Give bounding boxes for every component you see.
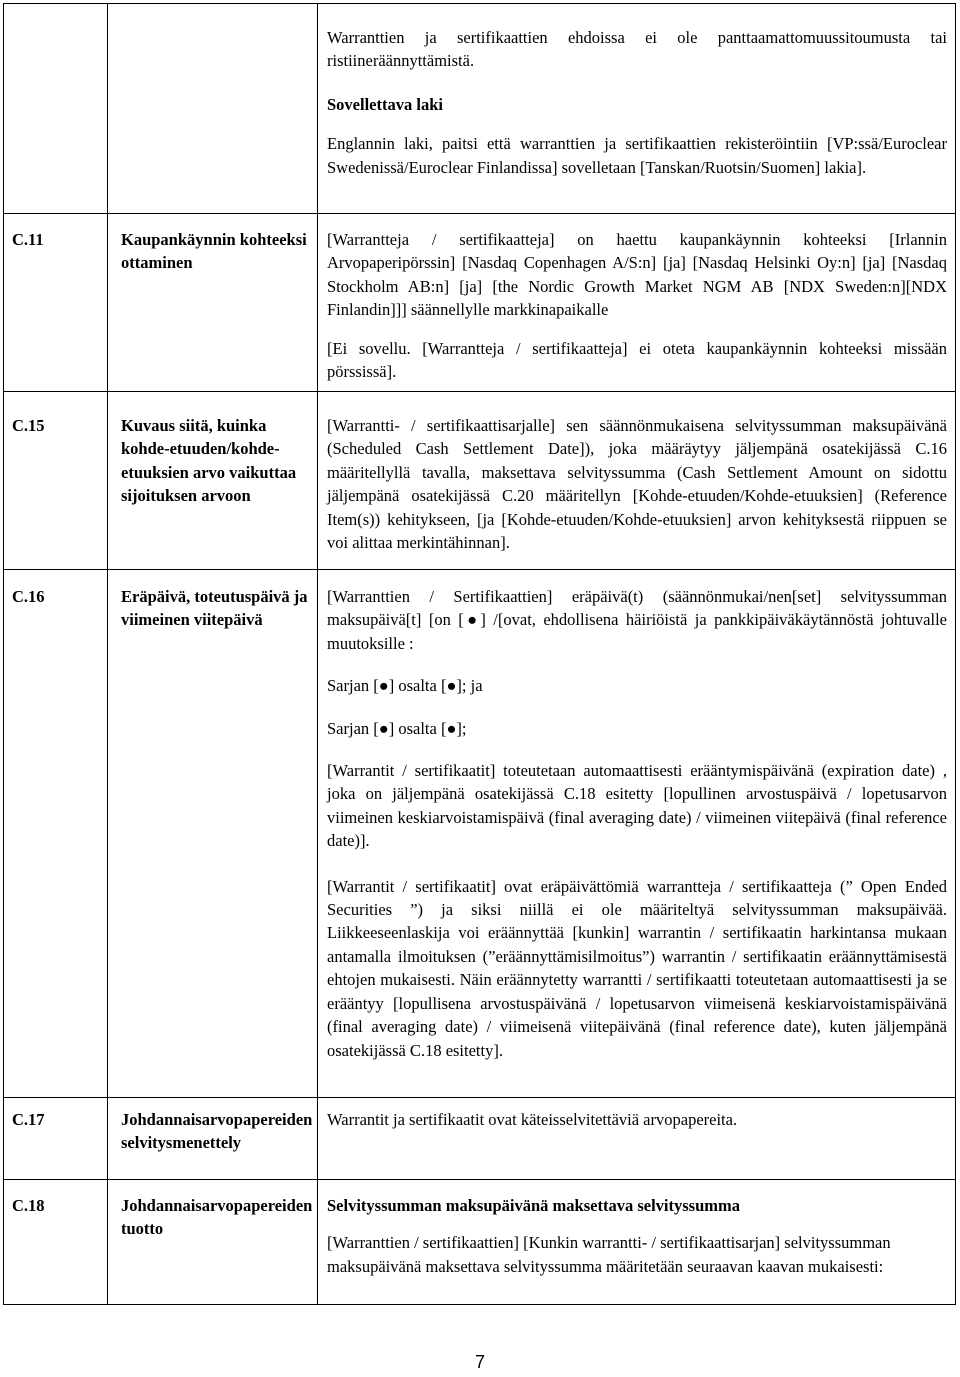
section-body [318, 1180, 956, 1305]
section-body [318, 1098, 956, 1180]
table-row [4, 1098, 956, 1180]
paragraph: Sarjan [●] osalta [●]; ja [327, 676, 483, 696]
section-number: C.16 [4, 570, 108, 1098]
section-heading: Kaupankäynnin kohteeksi ottaminen [108, 214, 318, 392]
paragraph: [Warranttien / Sertifikaattien] eräpäivä(t) (säännönmukai/nen[set] selvityssumman maksupäivä[t] [on [●] /[ovat, ehdollisena häiriöistä ja pankkipäiväkäytännöstä johtuvalle muutoksille : [327, 587, 947, 653]
paragraph: Englannin laki, paitsi että warranttien ja sertifikaattien rekisteröintiin [VP:ssä/Euroclear Swedenissä/Euroclear Finlandissa] sovelletaan [Tanskan/Ruotsin/Suomen] lakia]. [327, 134, 947, 177]
section-body [318, 570, 956, 1098]
section-number: C.17 [4, 1098, 108, 1180]
paragraph: [Ei sovellu. [Warrantteja / sertifikaatteja] ei oteta kaupankäynnin kohteeksi missään pörssissä]. [327, 338, 947, 382]
section-heading [108, 4, 318, 214]
paragraph: [Warrantteja / sertifikaatteja] on haettu kaupankäynnin kohteeksi [Irlannin Arvopaperipörssin] [Nasdaq Copenhagen A/S:n] [ja] [Nasdaq Helsinki Oy:n] [ja] [Nasdaq Stockholm AB:n] [ja] [the Nordic Growth Market NGM AB [NDX Sweden:n][NDX Finlandin]]] säännellylle markkinapaikalle [327, 230, 947, 320]
table-row [4, 214, 956, 392]
section-heading: Kuvaus siitä, kuinka kohde-etuuden/kohde-etuuksien arvo vaikuttaa sijoituksen arvoon [108, 392, 318, 570]
page-number: 7 [474, 1352, 485, 1372]
table-row [4, 4, 956, 214]
paragraph-heading: Selvityssumman maksupäivänä maksettava selvityssumma [327, 1196, 740, 1215]
table-row [4, 570, 956, 1098]
section-heading: Johdannaisarvopapereiden selvitysmenettely [108, 1098, 318, 1180]
paragraph: [Warrantit / sertifikaatit] toteutetaan automaattisesti erääntymispäivänä (expiration date) , joka on jäljempänä osatekijässä C.18 esitetty [lopullinen arvostuspäivä / lopetusarvon viimeinen keskiarvoistamispäivä (final averaging date) / viimeinen viitepäivä (final reference date)]. [327, 761, 947, 851]
section-body [318, 214, 956, 392]
paragraph: [Warrantit / sertifikaatit] ovat eräpäivättömiä warrantteja / sertifikaatteja (” Open Ended Securities ”) ja siksi niillä ei ole määriteltyä selvityssumman maksupäivää. Liikkeeseenlaskija voi eräännyttää [kunkin] warrantin / sertifikaatin harkintansa mukaan antamalla ilmoituksen (”eräännyttämisilmoitus”) warrantin / sertifikaatin eräännyttämisestä ehtojen mukaisesti. Näin eräännytetty warrantti / sertifikaatti toteutetaan automaattisesti ja se erääntyy [lopullisena arvostuspäivänä / lopetusarvon viimeisenä keskiarvoistamispäivänä (final averaging date) / viimeisenä viitepäivänä (final reference date), kuten jäljempänä osatekijässä C.18 esitetty]. [327, 876, 947, 1060]
section-heading: Johdannaisarvopapereiden tuotto [108, 1180, 318, 1305]
section-heading: Eräpäivä, toteutuspäivä ja viimeinen viitepäivä [108, 570, 318, 1098]
paragraph: Sarjan [●] osalta [●]; [327, 718, 467, 738]
paragraph: [Warranttien / sertifikaattien] [Kunkin warrantti- / sertifikaattisarjan] selvityssumman maksupäivänä maksettava selvityssumma määritetään seuraavan kaavan mukaisesti: [327, 1233, 891, 1276]
section-number: C.18 [4, 1180, 108, 1305]
paragraph: Warranttien ja sertifikaattien ehdoissa ei ole panttaamattomuussitoumusta tai ristiineräännyttämistä. [327, 28, 947, 71]
section-body [318, 4, 956, 214]
section-number: C.15 [4, 392, 108, 570]
table-row [4, 392, 956, 570]
table-row [4, 1180, 956, 1305]
section-body [318, 392, 956, 570]
paragraph: Warrantit ja sertifikaatit ovat käteisselvitettäviä arvopapereita. [327, 1110, 738, 1129]
paragraph-heading: Sovellettava laki [327, 94, 443, 114]
summary-table [3, 3, 956, 1305]
section-number [4, 4, 108, 214]
paragraph: [Warrantti- / sertifikaattisarjalle] sen säännönmukaisena selvityssumman maksupäivänä (Scheduled Cash Settlement Date]), joka määräytyy jäljempänä osatekijässä C.16 määritellyllä tavalla, maksettava selvityssumma (Cash Settlement Amount on sidottu jäljempänä osatekijässä C.20 määritellyn [Kohde-etuuden/Kohde-etuuksien] (Reference Item(s)) kehitykseen, [ja [Kohde-etuuden/Kohde-etuuksien] arvon kehityksestä riippuen se voi alittaa merkintähinnan]. [327, 416, 947, 553]
section-number: C.11 [4, 214, 108, 392]
